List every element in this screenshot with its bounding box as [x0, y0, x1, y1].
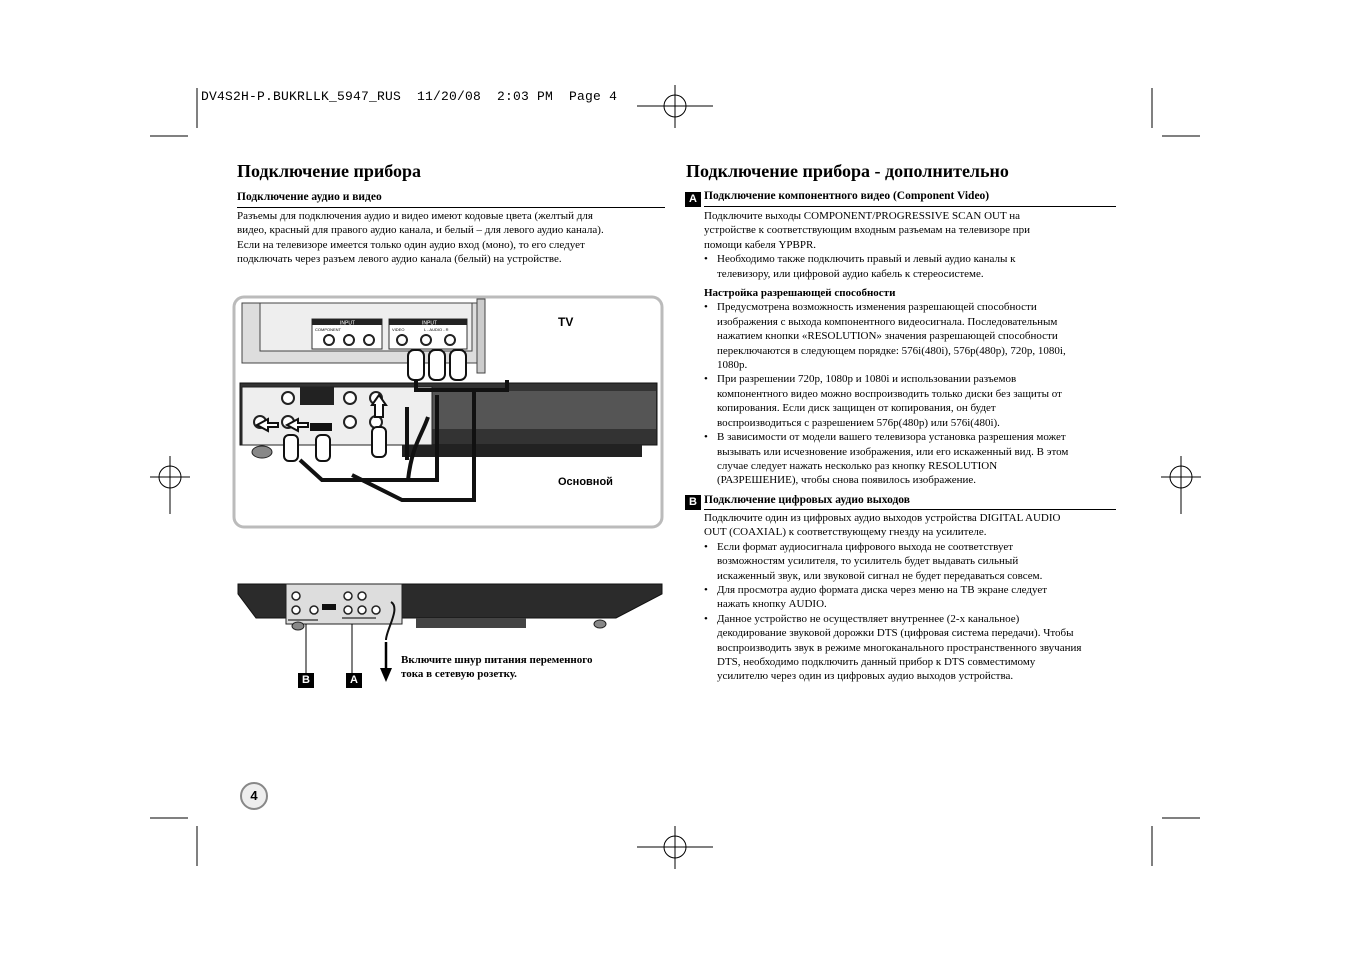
registration-mark-top: [637, 85, 713, 128]
page-title-right: Подключение прибора - дополнительно: [686, 161, 1009, 181]
tv-input-label-2: INPUT: [422, 320, 437, 327]
section-a-content: Подключите выходы COMPONENT/PROGRESSIVE SCAN OUT на устройстве к соответствующим входным разъемам на телевизоре при помощи кабеля YPBPR. • Необходимо также подключить правый и левый аудио каналы к телевизору, или цифровой аудио кабель к стереосистеме. Настройка разрешающей способности • Предусмотрена возможность изменения разрешающей способности изображения с выхода компонентного видеосигнала. Последовательным нажатием кнопки «RESOLUTION» значения разрешающей способности переключаются в следующем порядке: 576i(480i), 576p(480p), 720p, 1080i, 1080p. • При разрешении 720p, 1080p и 1080i и использовании разъемов компонентного видео можно воспроизводить только диски без защиты от копирования. Если диск защищен от копирования, он будет воспроизводиться с разрешением 576p(480p) или 576i(480i). • В зависимости от модели вашего телевизора установка разрешения может вызывать или исчезновение изображения, или его искаженный вид. В этом случае следует нажать несколько раз кнопку RESOLUTION (РАЗРЕШЕНИЕ), чтобы снова появилось изображение.: [704, 209, 1120, 488]
registration-mark-right: [1161, 456, 1201, 514]
resolution-subtitle: Настройка разрешающей способности: [704, 287, 896, 300]
print-slug: DV4S2H-P.BUKRLLK_5947_RUS 11/20/08 2:03 PM Page 4: [201, 89, 618, 104]
tv-input-label-1: INPUT: [340, 320, 355, 327]
digital-bullet-2: • Для просмотра аудио формата диска через меню на ТВ экране следует нажать кнопку AUDIO.: [704, 583, 1120, 612]
registration-mark-bottom: [637, 826, 713, 869]
section-a-title: Подключение компонентного видео (Component Video): [704, 190, 990, 202]
tv-video-label: VIDEO: [392, 327, 405, 332]
section-a-bullet-audio: • Необходимо также подключить правый и левый аудио каналы к телевизору, или цифровой аудио кабель к стереосистеме.: [704, 252, 1120, 281]
section-title-audio-video: Подключение аудио и видео: [237, 191, 382, 203]
resolution-bullet-2: • При разрешении 720p, 1080p и 1080i и использовании разъемов компонентного видео можно воспроизводить только диски без защиты от копирования. Если диск защищен от копирования, он будет воспроизводиться с разрешением 576p(480p) или 576i(480i).: [704, 372, 1120, 430]
tv-audio-label: L - AUDIO - R: [424, 327, 449, 332]
label-a-badge: A: [346, 673, 362, 688]
tv-plugs: [408, 350, 466, 380]
connection-diagram: [232, 295, 664, 529]
section-b-badge: B: [685, 495, 701, 510]
digital-bullet-1: • Если формат аудиосигнала цифрового выхода не соответствует возможностям усилителя, то усилитель будет выдавать сильный искаженный звук, или звуковой сигнал не будет передаваться совсем.: [704, 540, 1120, 583]
intro-paragraph: Разъемы для подключения аудио и видео имеют кодовые цвета (желтый для видео, красный для правого аудио канала, и белый – для левого аудио канала). Если на телевизоре имеется только один аудио вход (моно), то его следует подключать через разъем левого аудио канала (белый) на устройстве.: [237, 210, 604, 266]
tv-component-label: COMPONENT: [315, 327, 341, 332]
section-b-content: Подключите один из цифровых аудио выходов устройства DIGITAL AUDIO OUT (COAXIAL) к соответствующему гнезду на усилителе. • Если формат аудиосигнала цифрового выхода не соответствует возможностям усилителя, то усилитель будет выдавать сильный искаженный звук, или звуковой сигнал не будет передаваться совсем. • Для просмотра аудио формата диска через меню на ТВ экране следует нажать кнопку AUDIO. • Данное устройство не осуществляет внутреннее (2-х канальное) декодирование звуковой дорожки DTS (цифровая система передачи). Чтобы воспроизводить звук в режиме многоканального пространственного звучания DTS, необходимо подключить данный прибор к DTS совместимому усилителю через один из цифровых аудио выходов устройства.: [704, 511, 1120, 684]
section-rule: [237, 207, 665, 208]
digital-bullet-3: • Данное устройство не осуществляет внутреннее (2-х канальное) декодирование звуковой дорожки DTS (цифровая система передачи). Чтобы воспроизводить звук в режиме многоканального пространственного звучания DTS, необходимо подключить данный прибор к DTS совместимому усилителю через один из цифровых аудио выходов устройства.: [704, 612, 1120, 684]
page-title-left: Подключение прибора: [237, 161, 422, 181]
main-unit-label: Основной: [558, 476, 613, 488]
section-a-badge: A: [685, 192, 701, 207]
power-arrow-icon: [380, 642, 392, 682]
tv-label: TV: [558, 315, 574, 329]
resolution-bullet-1: • Предусмотрена возможность изменения разрешающей способности изображения с выхода компонентного видеосигнала. Последовательным нажатием кнопки «RESOLUTION» значения разрешающей способности переключаются в следующем порядке: 576i(480i), 576p(480p), 720p, 1080i, 1080p.: [704, 300, 1120, 372]
section-a-rule: [704, 206, 1116, 207]
tv-illustration: [242, 299, 485, 373]
page-number: 4: [240, 782, 268, 810]
resolution-bullet-3: • В зависимости от модели вашего телевизора установка разрешения может вызывать или исчезновение изображения, или его искаженный вид. В этом случае следует нажать несколько раз кнопку RESOLUTION (РАЗРЕШЕНИЕ), чтобы снова появилось изображение.: [704, 430, 1120, 488]
registration-mark-left: [150, 456, 190, 514]
section-b-rule: [704, 509, 1116, 510]
label-b-badge: B: [298, 673, 314, 688]
power-note: Включите шнур питания переменного тока в сетевую розетку.: [401, 654, 593, 680]
section-b-title: Подключение цифровых аудио выходов: [704, 494, 910, 506]
